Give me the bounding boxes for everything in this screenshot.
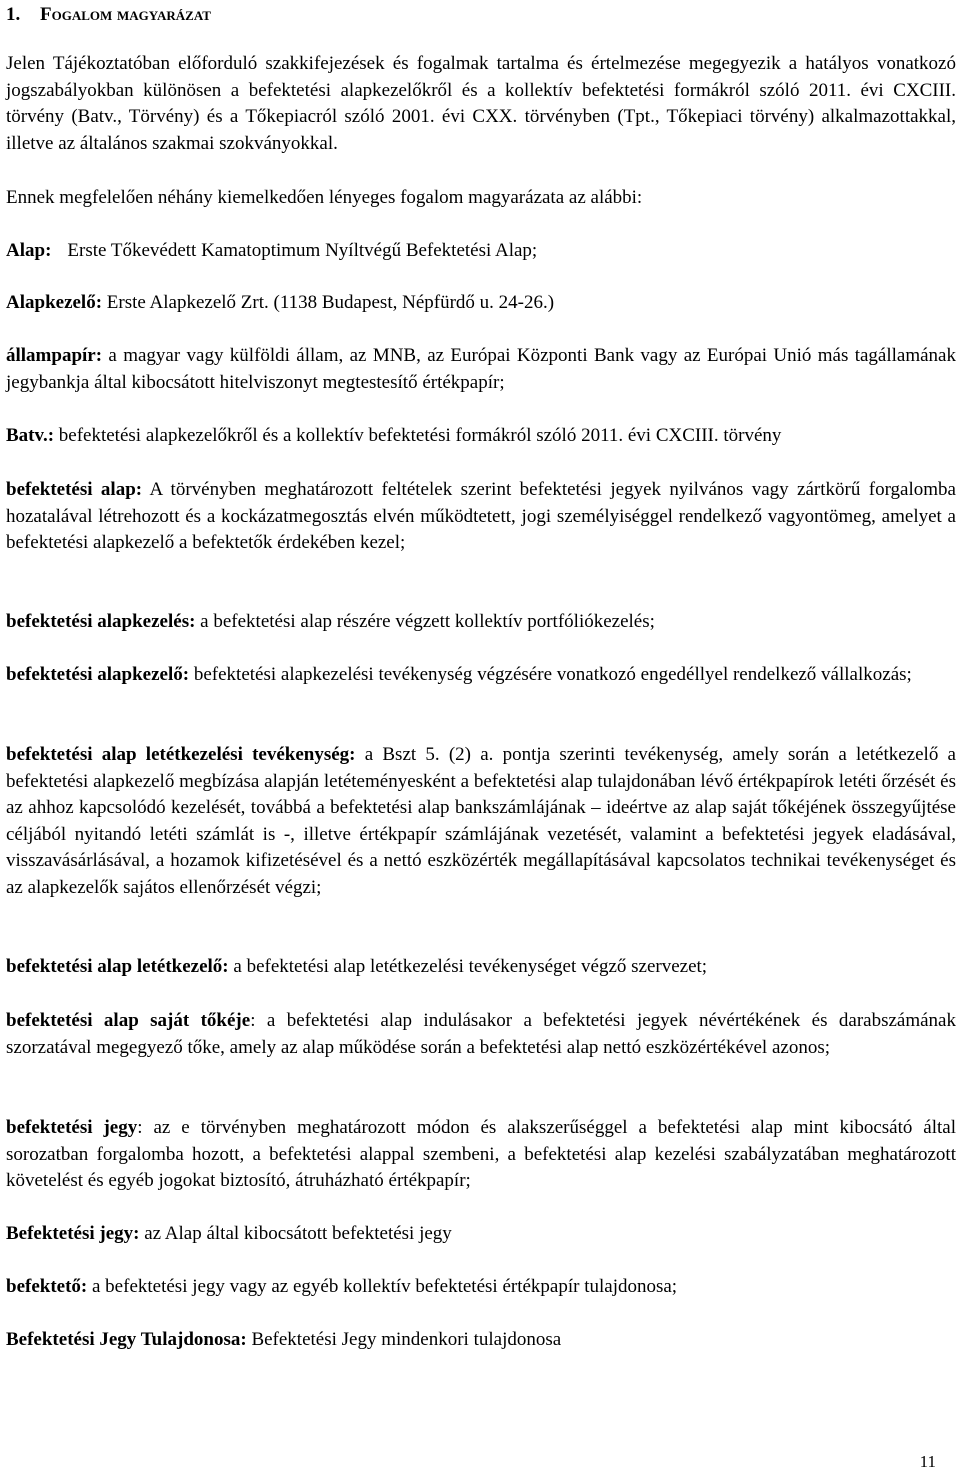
definition-term: befektetési alap letétkezelési tevékenység: <box>6 744 356 765</box>
section-heading <box>6 4 211 26</box>
definition-text: befektetési alapkezelési tevékenység végzésére vonatkozó engedéllyel rendelkező vállalkozás; <box>189 664 912 685</box>
definition-befektetesi-jegy-2 <box>6 1221 956 1248</box>
definition-text: : a befektetési alap indulásakor a befektetési jegyek névértékének és darabszámának szorzatával megegyező tőke, amely az alap működése során a befektetési alap nettó eszközértékével azonos; <box>6 1010 956 1058</box>
definition-text: a befektetési alap letétkezelési tevékenységet végző szervezet; <box>228 956 708 977</box>
definition-befektetesi-alap <box>6 477 956 557</box>
definition-befektetesi-jegy <box>6 1115 956 1195</box>
definition-text: A törvényben meghatározott feltételek szerint befektetési jegyek nyilvános vagy zártkörű forgalomba hozatalával létrehozott és a kockázatmegosztás elvén működtetett, jogi személyiséggel rendelkező vagyontömeg, amelyet a befektetési alapkezelő a befektetők érdekében kezel; <box>6 479 956 554</box>
definition-sajat-toke <box>6 1008 956 1061</box>
definition-allampapir <box>6 343 956 396</box>
definition-text: Erste Tőkevédett Kamatoptimum Nyíltvégű Befektetési Alap; <box>67 240 538 261</box>
definition-term: befektetési alapkezelő: <box>6 664 190 685</box>
definition-term: befektetési alap letétkezelő: <box>6 956 229 977</box>
definition-letetkezelo <box>6 954 956 981</box>
definition-term: Alap: <box>6 240 52 261</box>
definition-term: befektetési alap: <box>6 479 143 500</box>
definition-term: Batv.: <box>6 425 55 446</box>
definition-term: befektetési alapkezelés: <box>6 611 196 632</box>
definition-term: befektetési jegy <box>6 1117 138 1138</box>
definition-text: befektetési alapkezelőkről és a kollektív befektetési formákról szóló 2011. évi CXCIII. törvény <box>54 425 782 446</box>
definition-term: Befektetési Jegy Tulajdonosa: <box>6 1329 247 1350</box>
definition-text: a befektetési jegy vagy az egyéb kollektív befektetési értékpapír tulajdonosa; <box>87 1276 678 1297</box>
intro-lead: Ennek megfelelően néhány kiemelkedően lényeges fogalom magyarázata az alábbi: <box>6 187 643 208</box>
definition-text: a magyar vagy külföldi állam, az MNB, az Európai Központi Bank vagy az Európai Unió más tagállamának jegybankja által kibocsátott hitelviszonyt megtestesítő értékpapír; <box>6 345 956 393</box>
definition-text: a Bszt 5. (2) a. pontja szerinti tevékenység, amely során a letétkezelő a befektetési alapkezelő megbízása alapján letéteményesként a befektetési alap tulajdonában lévő értékpapírok letéti őrzését és az ahhoz kapcsolódó kezelését, továbbá a befektetési alap bankszámlájának – ideértve az alap saját tőkéjének összegyűjtése céljából nyitandó letéti számlát is -, illetve értékpapír számlájának vezetését, valamint a befektetési jegyek eladásával, visszavásárlásával, a hozamok kifizetésével és a nettó eszközérték megállapításával kapcsolatos technikai tevékenységet és az alapkezelők sajátos ellenőrzését végzi; <box>6 744 956 898</box>
definition-term: befektetési alap saját tőkéje <box>6 1010 251 1031</box>
definition-befekteto <box>6 1274 956 1301</box>
definition-letetkezelesi-tevekenyseg <box>6 742 956 902</box>
definition-term: Alapkezelő: <box>6 292 103 313</box>
definition-text: a befektetési alap részére végzett kollektív portfóliókezelés; <box>195 611 655 632</box>
section-title: Fogalom magyarázat <box>40 4 211 25</box>
definition-alap <box>6 238 956 265</box>
definition-text: Erste Alapkezelő Zrt. (1138 Budapest, Népfürdő u. 24-26.) <box>102 292 555 313</box>
definition-term: befektető: <box>6 1276 88 1297</box>
definition-text: : az e törvényben meghatározott módon és alakszerűséggel a befektetési alap mint kibocsátó által sorozatban forgalomba hozott, a befektetési alappal szembeni, a befektetési alap kezelési szabályzatában meghatározott követelést és egyéb jogokat biztosító, átruházható értékpapír; <box>6 1117 957 1192</box>
definition-batv <box>6 423 956 450</box>
intro-paragraph: Jelen Tájékoztatóban előforduló szakkifejezések és fogalmak tartalma és értelmezése megegyezik a hatályos vonatkozó jogszabályokban különösen a befektetési alapkezelőkről és a kollektív befektetési formákról szóló 2011. évi CXCIII. törvény (Batv., Törvény) és a Tőkepiacról szóló 2001. évi CXX. törvényben (Tpt., Tőkepiaci törvény) alkalmazottakkal, illetve az általános szakmai szokványokkal. <box>6 53 956 154</box>
definition-text: az Alap által kibocsátott befektetési jegy <box>139 1223 452 1244</box>
definition-alapkezelo-2 <box>6 662 956 689</box>
definition-alapkezelo <box>6 290 956 317</box>
page-number: 11 <box>919 1452 936 1471</box>
section-number: 1. <box>6 4 21 25</box>
definition-term: Befektetési jegy: <box>6 1223 140 1244</box>
definition-alapkezeles <box>6 609 956 636</box>
definition-text: Befektetési Jegy mindenkori tulajdonosa <box>246 1329 562 1350</box>
definition-term: állampapír: <box>6 345 103 366</box>
definition-jegy-tulajdonosa <box>6 1327 956 1354</box>
